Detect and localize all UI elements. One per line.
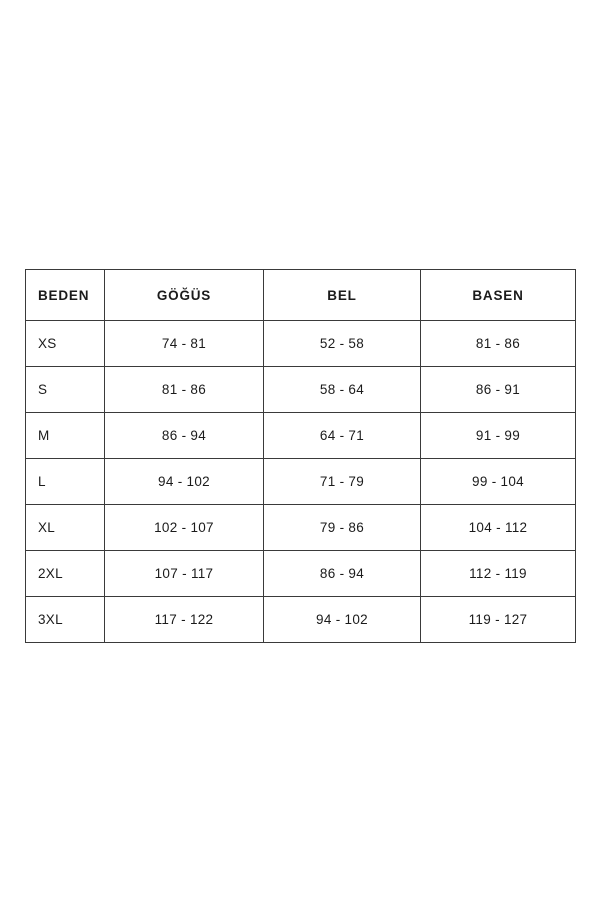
cell-basen: 86 - 91 [421, 367, 576, 413]
table-row [26, 459, 576, 505]
table-row [26, 413, 576, 459]
cell-gogus: 117 - 122 [105, 597, 264, 643]
cell-bel: 71 - 79 [264, 459, 421, 505]
column-header-gogus: GÖĞÜS [105, 270, 264, 321]
cell-size: L [26, 459, 105, 505]
column-header-basen: BASEN [421, 270, 576, 321]
cell-bel: 64 - 71 [264, 413, 421, 459]
table-header-row [26, 270, 576, 321]
cell-size: 3XL [26, 597, 105, 643]
cell-bel: 94 - 102 [264, 597, 421, 643]
cell-gogus: 86 - 94 [105, 413, 264, 459]
cell-gogus: 107 - 117 [105, 551, 264, 597]
table-body [26, 321, 576, 643]
cell-basen: 119 - 127 [421, 597, 576, 643]
cell-gogus: 94 - 102 [105, 459, 264, 505]
cell-basen: 99 - 104 [421, 459, 576, 505]
cell-bel: 86 - 94 [264, 551, 421, 597]
cell-size: 2XL [26, 551, 105, 597]
cell-size: S [26, 367, 105, 413]
table-header [26, 270, 576, 321]
cell-basen: 91 - 99 [421, 413, 576, 459]
cell-gogus: 74 - 81 [105, 321, 264, 367]
size-chart-table [25, 269, 576, 643]
cell-gogus: 81 - 86 [105, 367, 264, 413]
cell-bel: 52 - 58 [264, 321, 421, 367]
table-row [26, 321, 576, 367]
cell-basen: 81 - 86 [421, 321, 576, 367]
cell-bel: 58 - 64 [264, 367, 421, 413]
column-header-beden: BEDEN [26, 270, 105, 321]
cell-basen: 112 - 119 [421, 551, 576, 597]
size-chart-table-wrapper [25, 269, 575, 643]
cell-size: M [26, 413, 105, 459]
table-row [26, 505, 576, 551]
table-row [26, 367, 576, 413]
table-row [26, 551, 576, 597]
cell-size: XL [26, 505, 105, 551]
table-row [26, 597, 576, 643]
cell-size: XS [26, 321, 105, 367]
cell-bel: 79 - 86 [264, 505, 421, 551]
column-header-bel: BEL [264, 270, 421, 321]
cell-basen: 104 - 112 [421, 505, 576, 551]
cell-gogus: 102 - 107 [105, 505, 264, 551]
